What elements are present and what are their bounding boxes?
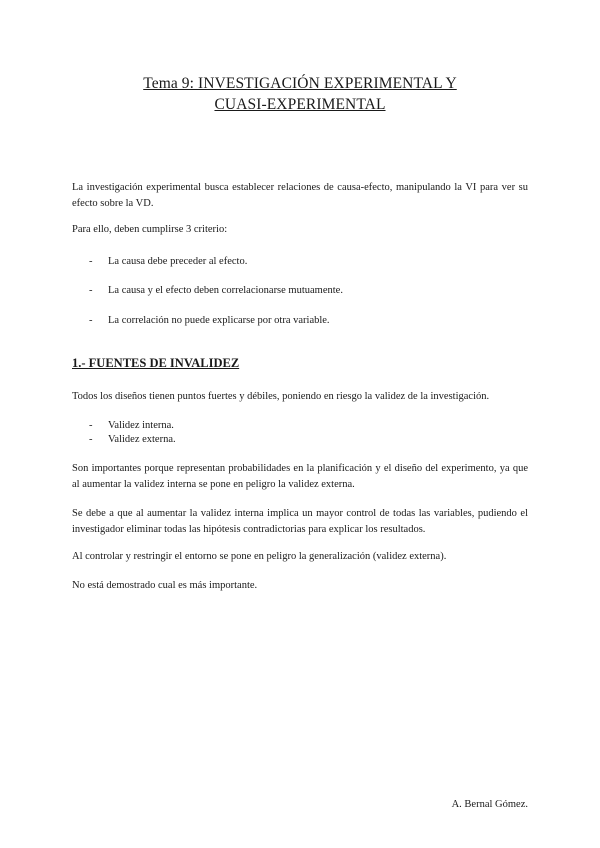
criteria-intro: Para ello, deben cumplirse 3 criterio:	[72, 224, 228, 235]
criteria-item-text: La correlación no puede explicarse por otra variable.	[108, 315, 330, 326]
criteria-item-text: La causa debe preceder al efecto.	[108, 256, 248, 267]
bullet-dash: -	[89, 315, 93, 326]
criteria-item	[89, 283, 343, 299]
criteria-item	[89, 254, 247, 270]
bullet-dash: -	[89, 434, 93, 445]
criteria-item-text: La causa y el efecto deben correlacionarse mutuamente.	[108, 285, 343, 296]
bullet-dash: -	[89, 420, 93, 431]
section-paragraph: Son importantes porque representan probabilidades en la planificación y el diseño del experimento, ya que al aumentar la validez interna se pone en peligro la validez externa.	[72, 463, 528, 490]
bullet-dash: -	[89, 285, 93, 296]
page-title-line-2: CUASI-EXPERIMENTAL	[214, 96, 386, 113]
validity-item-text: Validez externa.	[108, 434, 176, 445]
section-paragraph: Se debe a que al aumentar la validez interna implica un mayor control de todas las variables, pudiendo el investigador eliminar todas las hipótesis contradictorias para explicar los resultados.	[72, 508, 528, 535]
criteria-item	[89, 313, 330, 329]
author-signature: A. Bernal Gómez.	[451, 799, 528, 810]
section-heading: 1.- FUENTES DE INVALIDEZ	[72, 356, 240, 370]
bullet-dash: -	[89, 256, 93, 267]
intro-paragraph: La investigación experimental busca establecer relaciones de causa-efecto, manipulando la VI para ver su efecto sobre la VD.	[72, 182, 528, 209]
section-paragraph: No está demostrado cual es más importante.	[72, 580, 258, 591]
section-paragraph: Al controlar y restringir el entorno se pone en peligro la generalización (validez externa).	[72, 551, 447, 562]
validity-item-text: Validez interna.	[108, 420, 174, 431]
page-title-line-1: Tema 9: INVESTIGACIÓN EXPERIMENTAL Y	[143, 75, 457, 92]
validity-item	[89, 432, 176, 448]
section-paragraph: Todos los diseños tienen puntos fuertes y débiles, poniendo en riesgo la validez de la investigación.	[72, 391, 490, 402]
